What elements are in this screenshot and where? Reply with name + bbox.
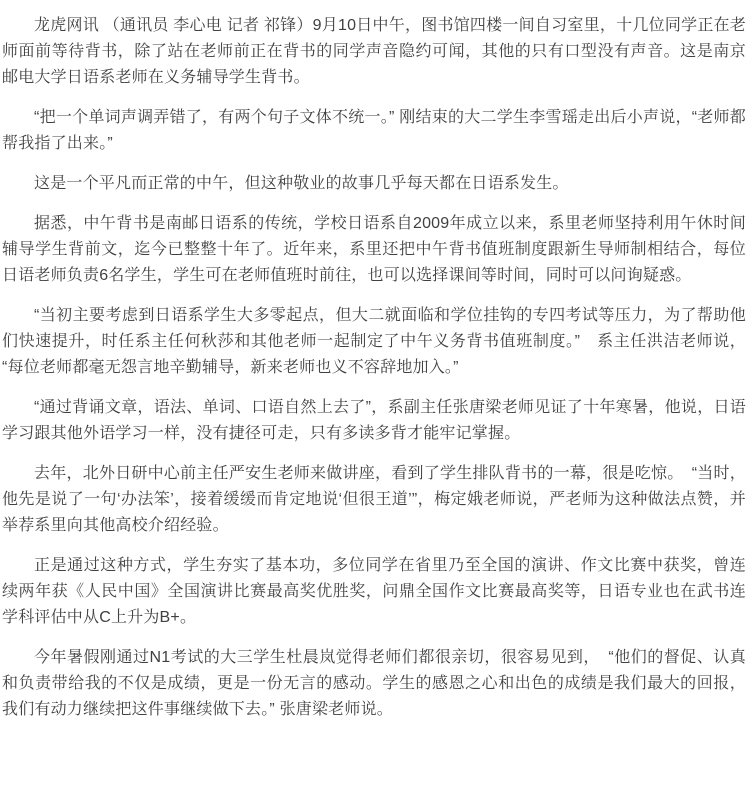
article-paragraph: “通过背诵文章，语法、单词、口语自然上去了”，系副主任张唐梁老师见证了十年寒暑，他说，日语学习跟其他外语学习一样，没有捷径可走，只有多读多背才能牢记掌握。	[2, 399, 746, 442]
article-paragraph: 这是一个平凡而正常的中午，但这种敬业的故事几乎每天都在日语系发生。	[34, 175, 569, 192]
article-paragraph: 龙虎网讯 （通讯员 李心电 记者 祁锋）9月10日中午，图书馆四楼一间自习室里，十几位同学正在老师面前等待背书，除了站在老师前正在背书的同学声音隐约可闻，其他的只有口型没有声音。这是南京邮电大学日语系老师在义务辅导学生背书。	[2, 17, 746, 86]
article-paragraph: “当初主要考虑到日语系学生大多零起点，但大二就面临和学位挂钩的专四考试等压力，为了帮助他们快速提升，时任系主任何秋莎和其他老师一起制定了中午义务背书值班制度。” 系主任洪洁老师说，“每位老师都毫无怨言地辛勤辅导，新来老师也义不容辞地加入。”	[2, 307, 746, 376]
article-paragraph: “把一个单词声调弄错了，有两个句子文体不统一。” 刚结束的大二学生李雪瑶走出后小声说，“老师都帮我指了出来。”	[2, 109, 746, 152]
article-paragraph: 据悉，中午背书是南邮日语系的传统，学校日语系自2009年成立以来，系里老师坚持利用午休时间辅导学生背前文，迄今已整整十年了。近年来，系里还把中午背书值班制度跟新生导师制相结合，每位日语老师负责6名学生，学生可在老师值班时前往，也可以选择课间等时间，同时可以问询疑惑。	[2, 215, 746, 284]
article-paragraph: 去年，北外日研中心前主任严安生老师来做讲座，看到了学生排队背书的一幕，很是吃惊。 “当时，他先是说了一句‘办法笨’，接着缓缓而肯定地说‘但很王道’”，梅定娥老师说，严老师为这种做法点赞，并举荐系里向其他高校介绍经验。	[2, 465, 746, 534]
article-paragraph: 今年暑假刚通过N1考试的大三学生杜晨岚觉得老师们都很亲切，很容易见到， “他们的督促、认真和负责带给我的不仅是成绩，更是一份无言的感动。学生的感恩之心和出色的成绩是我们最大的回报，我们有动力继续把这件事继续做下去。” 张唐梁老师说。	[2, 649, 746, 718]
article-paragraph: 正是通过这种方式，学生夯实了基本功，多位同学在省里乃至全国的演讲、作文比赛中获奖，曾连续两年获《人民中国》全国演讲比赛最高奖优胜奖，问鼎全国作文比赛最高奖等，日语专业也在武书连学科评估中从C上升为B+。	[2, 557, 746, 626]
